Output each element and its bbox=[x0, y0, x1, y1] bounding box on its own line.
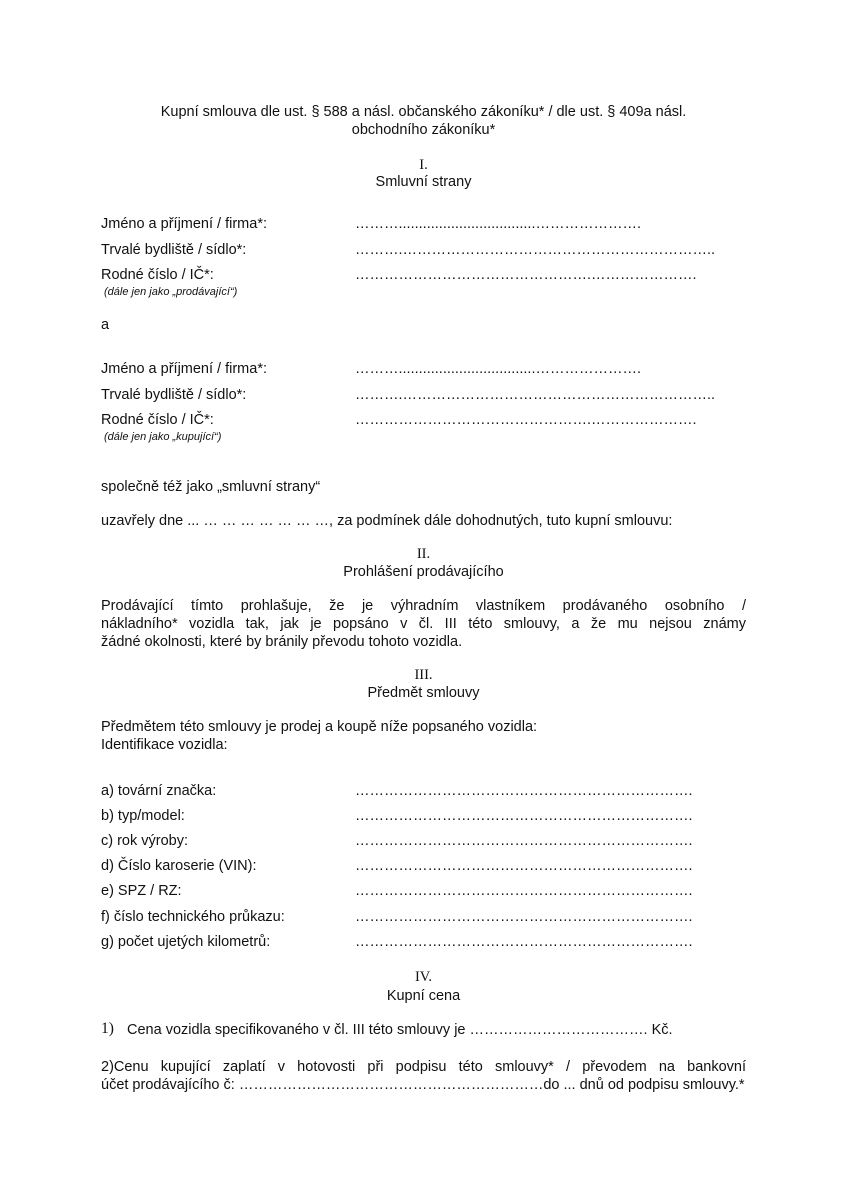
parties-together: společně též jako „smluvní strany“ bbox=[101, 479, 321, 495]
buyer-address-field[interactable]: ……….……………………………………………………….. bbox=[355, 387, 716, 403]
section-1-number: I. bbox=[419, 157, 428, 173]
buyer-id-label: Rodné číslo / IČ*: bbox=[101, 412, 214, 428]
buyer-note: (dále jen jako „kupující“) bbox=[104, 431, 222, 443]
seller-declaration-line: nákladního* vozidla tak, jak je popsáno v čl. III této smlouvy, a že mu nejsou známy bbox=[101, 616, 746, 632]
section-2-number: II. bbox=[416, 546, 431, 562]
vehicle-registration-label: f) číslo technického průkazu: bbox=[101, 909, 285, 925]
section-1-heading: Smluvní strany bbox=[375, 174, 472, 190]
vehicle-brand-label: a) tovární značka: bbox=[101, 783, 217, 799]
price-item-1-text: Cena vozidla specifikovaného v čl. III této smlouvy je ………………………………. Kč. bbox=[127, 1022, 673, 1038]
payment-terms bbox=[101, 1058, 746, 1094]
conjunction-and: a bbox=[101, 317, 110, 333]
section-3-number: III. bbox=[414, 667, 433, 683]
buyer-id-field[interactable]: ………………………………………….…………………. bbox=[355, 412, 697, 428]
vehicle-model-field[interactable]: ……………………………………………………………. bbox=[355, 808, 693, 824]
vehicle-plate-label: e) SPZ / RZ: bbox=[101, 883, 182, 899]
vehicle-brand-field[interactable]: ……………………………………………………………. bbox=[355, 783, 693, 799]
buyer-name-field[interactable]: ………..................................…………………. bbox=[355, 361, 641, 377]
section-3-heading: Předmět smlouvy bbox=[367, 685, 480, 701]
price-item-1-number: 1) bbox=[101, 1020, 114, 1037]
section-4-number: IV. bbox=[414, 969, 433, 985]
seller-declaration-line: žádné okolnosti, které by bránily převodu tohoto vozidla. bbox=[101, 634, 463, 650]
vehicle-model-label: b) typ/model: bbox=[101, 808, 185, 824]
document-title-line-1: Kupní smlouva dle ust. § 588 a násl. občanského zákoníku* / dle ust. § 409a násl. bbox=[160, 104, 687, 120]
buyer-name-label: Jméno a příjmení / firma*: bbox=[101, 361, 267, 377]
seller-declaration bbox=[101, 597, 746, 651]
vehicle-mileage-field[interactable]: ……………………………………………………………. bbox=[355, 934, 693, 950]
seller-address-label: Trvalé bydliště / sídlo*: bbox=[101, 242, 247, 258]
section-2-heading: Prohlášení prodávajícího bbox=[343, 564, 504, 580]
seller-declaration-line: Prodávající tímto prohlašuje, že je výhradním vlastníkem prodávaného osobního / bbox=[101, 598, 746, 614]
vehicle-mileage-label: g) počet ujetých kilometrů: bbox=[101, 934, 271, 950]
buyer-address-label: Trvalé bydliště / sídlo*: bbox=[101, 387, 247, 403]
vehicle-year-field[interactable]: ……………………………………………………………. bbox=[355, 833, 693, 849]
payment-terms-line: 2)Cenu kupující zaplatí v hotovosti při podpisu této smlouvy* / převodem na bankovní bbox=[101, 1059, 746, 1075]
section-4-heading: Kupní cena bbox=[386, 988, 461, 1004]
seller-note: (dále jen jako „prodávající“) bbox=[104, 286, 238, 298]
document-title-line-2: obchodního zákoníku* bbox=[351, 122, 496, 138]
vehicle-year-label: c) rok výroby: bbox=[101, 833, 189, 849]
vehicle-identification-label: Identifikace vozidla: bbox=[101, 737, 228, 753]
seller-address-field[interactable]: ……….……………………………………………………….. bbox=[355, 242, 716, 258]
vehicle-plate-field[interactable]: ……………………………………………………………. bbox=[355, 883, 693, 899]
payment-terms-line: účet prodávajícího č: ………………………………………………………do ... dnů od podpisu smlouvy.* bbox=[101, 1077, 745, 1093]
concluded-on: uzavřely dne ... … … … … … … …, za podmínek dále dohodnutých, tuto kupní smlouvu: bbox=[101, 513, 673, 529]
seller-name-label: Jméno a příjmení / firma*: bbox=[101, 216, 267, 232]
vehicle-registration-field[interactable]: ……………………………………………………………. bbox=[355, 909, 693, 925]
vehicle-vin-field[interactable]: ……………………………………………………………. bbox=[355, 858, 693, 874]
vehicle-vin-label: d) Číslo karoserie (VIN): bbox=[101, 858, 257, 874]
seller-name-field[interactable]: ………..................................…………………. bbox=[355, 216, 641, 232]
seller-id-field[interactable]: ………………………………………….…………………. bbox=[355, 267, 697, 283]
subject-intro: Předmětem této smlouvy je prodej a koupě níže popsaného vozidla: bbox=[101, 719, 538, 735]
seller-id-label: Rodné číslo / IČ*: bbox=[101, 267, 214, 283]
